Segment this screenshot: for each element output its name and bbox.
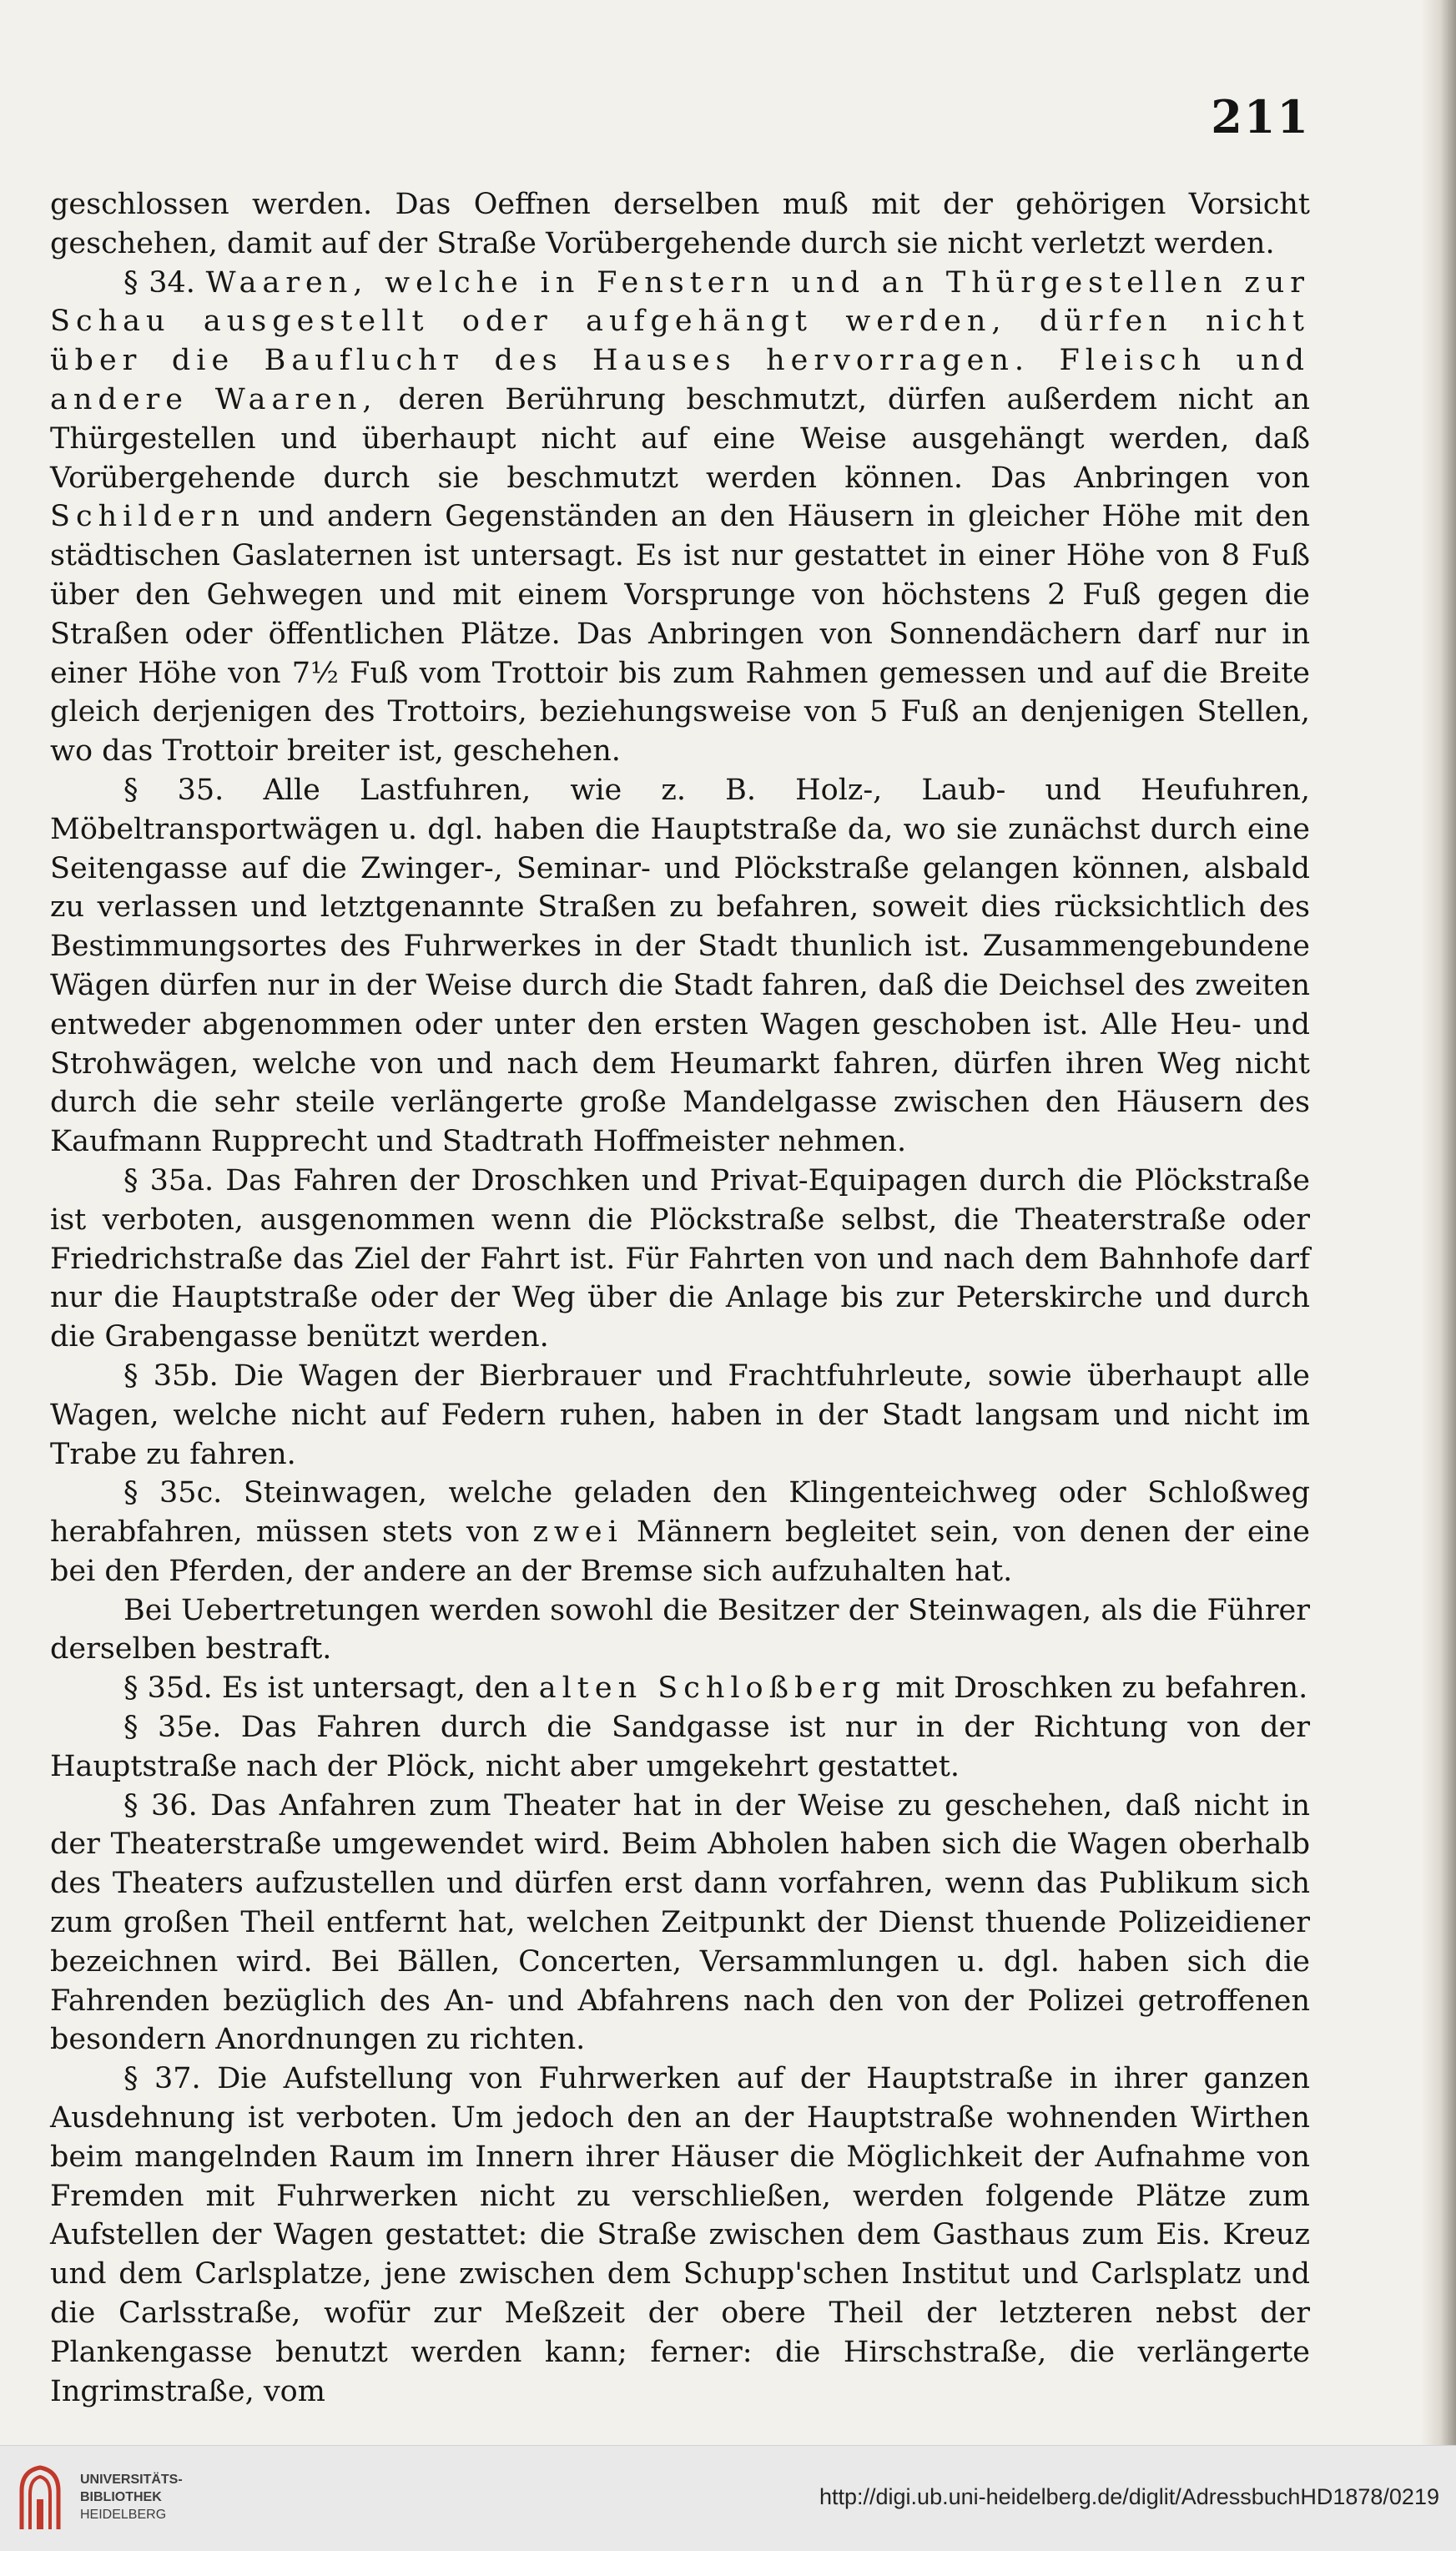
- text-run: § 35e. Das Fahren durch die Sandgasse ist nur in der Richtung von der Hauptstraße nach der Plöck, nicht aber umgekehrt gestattet.: [50, 1711, 1310, 1783]
- text-run: geschlossen werden. Das Oeffnen derselben muß mit der gehörigen Vorsicht geschehen, damit auf der Straße Vorübergehende durch sie nicht verletzt werden.: [50, 188, 1310, 260]
- university-library-logo-icon: [15, 2463, 65, 2533]
- paragraph: [50, 771, 1310, 1162]
- spaced-text: zwei: [532, 1515, 623, 1550]
- library-logo-text: [80, 2471, 183, 2523]
- paragraph: [50, 1357, 1310, 1474]
- logo-line: UNIVERSITÄTS-: [80, 2473, 183, 2487]
- paragraph: [50, 1162, 1310, 1357]
- text-run: § 35b. Die Wagen der Bierbrauer und Frachtfuhrleute, sowie überhaupt alle Wagen, welche nicht auf Federn ruhen, haben in der Stadt langsam und nicht im Trabe zu fahren.: [50, 1359, 1310, 1471]
- paragraph: [50, 1669, 1310, 1708]
- spaced-text: Waaren, welche in Fenstern und an Thürgestellen zur Schau ausgestellt oder aufgehängt werden, dürfen nicht über die Baufluchт des Hauses hervorragen. Fleisch und andere Waaren,: [50, 265, 1310, 416]
- paragraph: [50, 264, 1310, 771]
- spaced-text: alten Schloßberg: [538, 1671, 887, 1706]
- paragraph: [50, 1474, 1310, 1591]
- logo-line: HEIDELBERG: [80, 2508, 167, 2522]
- spaced-text: Schildern: [50, 500, 245, 534]
- text-run: § 34.: [123, 265, 206, 300]
- text-run: Männern begleitet sein, von denen der eine bei den Pferden, der andere an der Bremse sich aufzuhalten hat.: [50, 1515, 1310, 1588]
- paragraph: [50, 1708, 1310, 1787]
- paragraph: [50, 1591, 1310, 1670]
- paragraph: [50, 2059, 1310, 2411]
- text-run: mit Droschken zu befahren.: [886, 1671, 1308, 1706]
- text-run: § 37. Die Aufstellung von Fuhrwerken auf der Hauptstraße in ihrer ganzen Ausdehnung ist verboten. Um jedoch den an der Hauptstraße wohnenden Wirthen beim mangelnden Raum im Innern ihrer Häuser die Möglichkeit der Aufnahme von Fremden mit Fuhrwerken nicht zu verschließen, werden folgende Plätze zum Aufstellen der Wagen gestattet: die Straße zwischen dem Gasthaus zum Eis. Kreuz und dem Carlsplatze, jene zwischen dem Schupp'schen Institut und Carlsplatz und die Carlsstraße, wofür zur Meßzeit der obere Theil der letzteren nebst der Plankengasse benutzt werden kann; ferner: die Hirschstraße, die verlängerte Ingrimstraße, vom: [50, 2062, 1310, 2408]
- logo-line: BIBLIOTHEK: [80, 2490, 162, 2504]
- paragraph: [50, 185, 1310, 264]
- text-run: § 35d. Es ist untersagt, den: [123, 1671, 539, 1706]
- source-url-link[interactable]: http://digi.ub.uni-heidelberg.de/diglit/AdressbuchHD1878/0219: [819, 2484, 1439, 2509]
- text-run: und andern Gegenständen an den Häusern in gleicher Höhe mit den städtischen Gaslaternen ist untersagt. Es ist nur gestattet in einer Höhe von 8 Fuß über den Gehwegen und mit einem Vorsprunge von höchstens 2 Fuß gegen die Straßen oder öffentlichen Plätze. Das Anbringen von Sonnendächern darf nur in einer Höhe von 7½ Fuß vom Trottoir bis zum Rahmen gemessen und auf die Breite gleich derjenigen des Trottoirs, beziehungsweise von 5 Fuß an denjenigen Stellen, wo das Trottoir breiter ist, geschehen.: [50, 500, 1310, 769]
- page-body-text: [50, 185, 1310, 2411]
- text-run: deren Berührung beschmutzt, dürfen außerdem nicht an Thürgestellen und überhaupt nicht auf eine Weise ausgehängt werden, daß Vorübergehende durch sie beschmutzt werden können. Das Anbringen von: [50, 382, 1310, 495]
- text-run: § 35c. Steinwagen, welche geladen den Klingenteichweg oder Schloßweg herabfahren, müssen stets von: [50, 1476, 1310, 1550]
- text-run: Bei Uebertretungen werden sowohl die Besitzer der Steinwagen, als die Führer derselben bestraft.: [50, 1593, 1310, 1666]
- paragraph: [50, 1787, 1310, 2060]
- text-run: § 35a. Das Fahren der Droschken und Privat-Equipagen durch die Plöckstraße ist verboten, ausgenommen wenn die Plöckstraße selbst, die Theaterstraße oder Friedrichstraße das Ziel der Fahrt ist. Für Fahrten von und nach dem Bahnhofe darf nur die Hauptstraße oder der Weg über die Anlage bis zur Peterskirche und durch die Grabengasse benützt werden.: [50, 1163, 1310, 1354]
- book-gutter-shadow: [1421, 0, 1456, 2445]
- text-run: § 35. Alle Lastfuhren, wie z. B. Holz-, Laub- und Heufuhren, Möbeltransportwägen u. dgl. haben die Hauptstraße da, wo sie zunächst durch eine Seitengasse auf die Zwinger-, Seminar- und Plöckstraße gelangen können, alsbald zu verlassen und letztgenannte Straßen zu befahren, soweit dies rücksichtlich des Bestimmungsortes des Fuhrwerkes in der Stadt thunlich ist. Zusammengebundene Wägen dürfen nur in der Weise durch die Stadt fahren, daß die Deichsel des zweiten entweder abgenommen oder unter den ersten Wagen geschoben ist. Alle Heu- und Strohwägen, welche von und nach dem Heumarkt fahren, dürfen ihren Weg nicht durch die sehr steile verlängerte große Mandelgasse zwischen den Häusern des Kaufmann Rupprecht und Stadtrath Hoffmeister nehmen.: [50, 773, 1310, 1159]
- text-run: § 36. Das Anfahren zum Theater hat in der Weise zu geschehen, daß nicht in der Theaterstraße umgewendet wird. Beim Abholen haben sich die Wagen oberhalb des Theaters aufzustellen und dürfen erst dann vorfahren, wenn das Publikum sich zum großen Theil entfernt hat, welchen Zeitpunkt der Dienst thuende Polizeidiener bezeichnen wird. Bei Bällen, Concerten, Versammlungen u. dgl. haben sich die Fahrenden bezüglich des An- und Abfahrens nach den von der Polizei getroffenen besondern Anordnungen zu richten.: [50, 1788, 1310, 2057]
- page-number: 211: [1211, 90, 1310, 144]
- viewer-footer: [0, 2445, 1456, 2551]
